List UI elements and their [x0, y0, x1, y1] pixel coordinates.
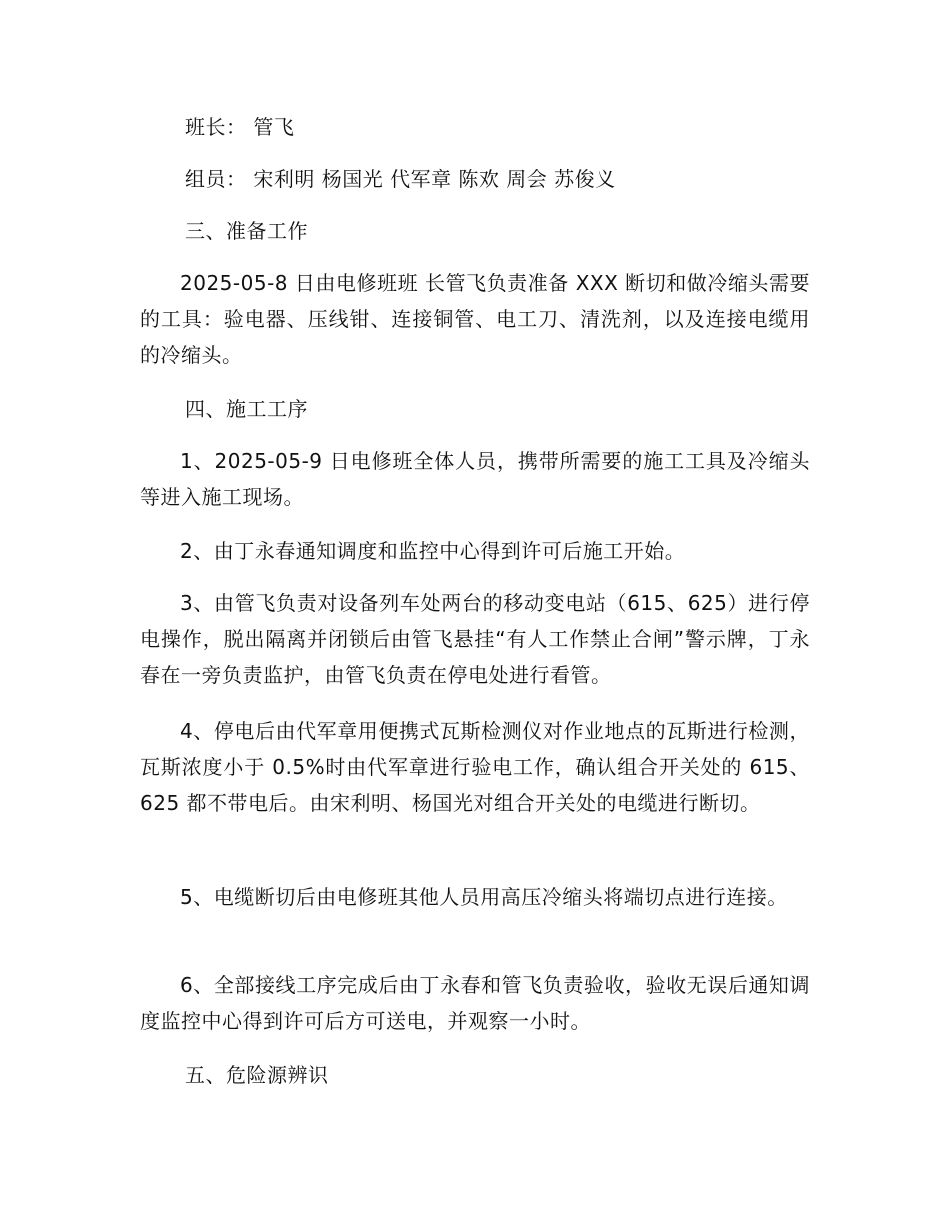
section-3-heading: 三、准备工作	[185, 219, 308, 243]
step-3-paragraph: 3、由管飞负责对设备列车处两台的移动变电站（615、625）进行停电操作，脱出隔离并闭锁后由管飞悬挂“有人工作禁止合闸”警示牌，丁永春在一旁负责监护，由管飞负责在停电处进行看管。	[140, 591, 810, 687]
step-1-paragraph: 1、2025-05-9 日电修班全体人员，携带所需要的施工工具及冷缩头等进入施工现场。	[140, 449, 810, 509]
section-4-heading: 四、施工工序	[185, 397, 308, 421]
team-leader-line: 班长： 管飞	[185, 115, 295, 139]
team-members-line: 组员： 宋利明 杨国光 代军章 陈欢 周会 苏俊义	[185, 167, 616, 191]
step-5-paragraph: 5、电缆断切后由电修班其他人员用高压冷缩头将端切点进行连接。	[180, 885, 788, 909]
step-4-paragraph: 4、停电后由代军章用便携式瓦斯检测仪对作业地点的瓦斯进行检测，瓦斯浓度小于 0.5%时由代军章进行验电工作，确认组合开关处的 615、625 都不带电后。由宋利明、杨国光对组合开关处的电缆进行断切。	[140, 719, 810, 815]
section-3-paragraph: 2025-05-8 日由电修班班 长管飞负责准备 XXX 断切和做冷缩头需要的工具：验电器、压线钳、连接铜管、电工刀、清洗剂，以及连接电缆用的冷缩头。	[140, 271, 810, 367]
section-5-heading: 五、危险源辨识	[185, 1063, 329, 1087]
step-2-paragraph: 2、由丁永春通知调度和监控中心得到许可后施工开始。	[180, 539, 686, 563]
step-6-paragraph: 6、全部接线工序完成后由丁永春和管飞负责验收，验收无误后通知调度监控中心得到许可后方可送电，并观察一小时。	[140, 973, 810, 1033]
